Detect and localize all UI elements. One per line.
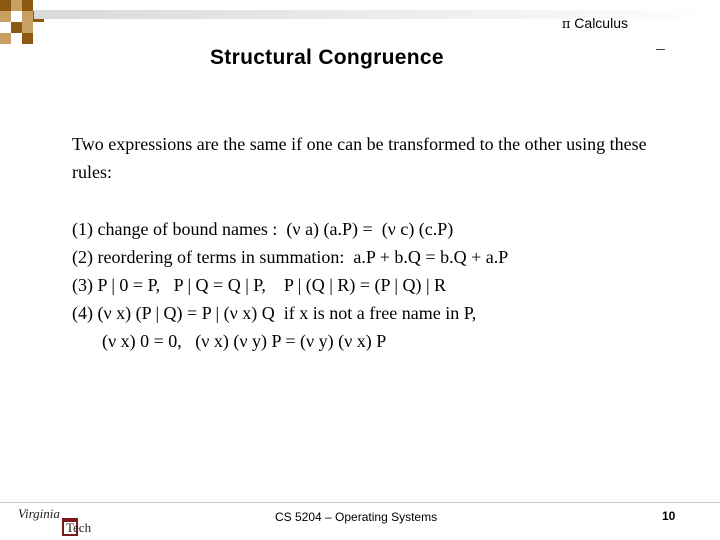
header-topic-label: Calculus (574, 15, 628, 31)
rule-4-continued: (ν x) 0 = 0, (ν x) (ν y) P = (ν y) (ν x) P (102, 331, 387, 351)
slide-title: Structural Congruence (210, 46, 444, 69)
rule-1: (1) change of bound names : (ν a) (a.P) = (ν c) (c.P) (72, 219, 454, 239)
footer-divider (0, 502, 720, 503)
rule-4: (4) (ν x) (P | Q) = P | (ν x) Q if x is not a free name in P, (72, 303, 477, 323)
footer-course: CS 5204 – Operating Systems (275, 510, 438, 524)
logo-text-top: Virginia (18, 506, 60, 521)
virginia-tech-logo (18, 506, 100, 538)
rule-3: (3) P | 0 = P, P | Q = Q | P, P | (Q | R) = (P | Q) | R (72, 275, 447, 295)
header-topic (562, 15, 628, 32)
pi-symbol: π (561, 17, 571, 32)
decorative-dash (656, 49, 665, 50)
rule-2: (2) reordering of terms in summation: a.P + b.Q = b.Q + a.P (72, 247, 509, 267)
intro-text: Two expressions are the same if one can be transformed to the other using these rules: (72, 134, 647, 182)
page-number: 10 (662, 509, 676, 523)
corner-decoration (0, 0, 60, 50)
logo-text-bottom: Tech (66, 520, 92, 535)
rules-list (72, 215, 692, 355)
